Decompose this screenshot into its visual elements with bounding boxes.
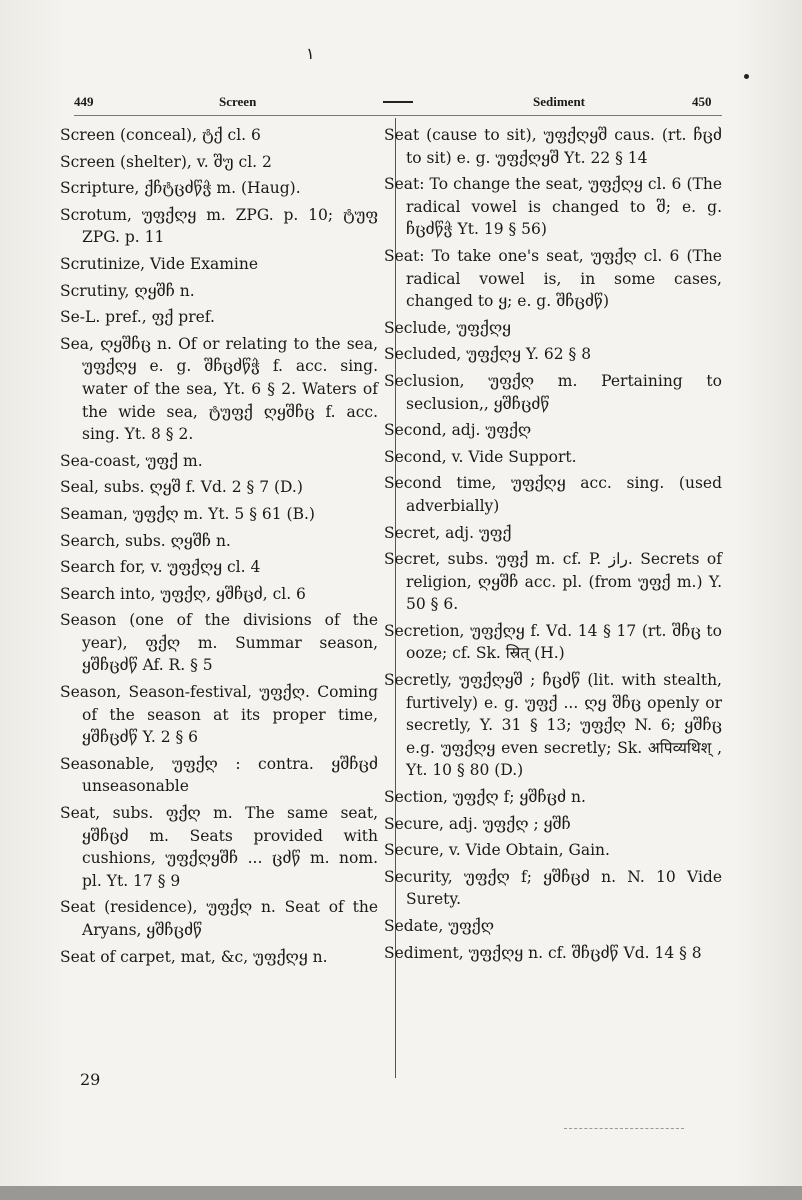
entry: Seal, subs. ღყშ f. Vd. 2 § 7 (D.) <box>60 478 303 497</box>
entry: Secure, v. Vide Obtain, Gain. <box>384 841 610 860</box>
entry: Secret, adj. უფქ <box>384 523 512 542</box>
entry: Seasonable, უფქღ : contra. ყშჩცძ unseasonable <box>60 754 378 796</box>
entry: Secretly, უფქღყშ ; ჩცძწ (lit. with stealth, furtively) e. g. უფქ ... ღყ შჩც openly or secretly, Y. 31 § 13; უფქღ N. 6; ყშჩც e.g. უფქღყ even secretly; Sk. अपिव्यथिश् , Yt. 10 § 80 (D.) <box>384 671 722 780</box>
left-page-number: 449 <box>74 94 94 109</box>
entry: Season (one of the divisions of the year), ფქღ m. Summar season, ყშჩცძწ Af. R. § 5 <box>60 611 378 675</box>
entry: Seat (residence), უფქღ n. Seat of the Aryans, ყშჩცძწ <box>60 898 378 939</box>
entry: Scrutiny, ღყშჩ n. <box>60 281 195 300</box>
entry: Secretion, უფქღყ f. Vd. 14 § 17 (rt. შჩც to ooze; cf. Sk. स्रित् (H.) <box>384 621 722 663</box>
entry: Seat: To change the seat, უფქღყ cl. 6 (The radical vowel is changed to შ; e. g. ჩცძწჭ Yt. 19 § 56) <box>384 175 722 239</box>
entry: Second, adj. უფქღ <box>384 421 532 440</box>
header-rule <box>74 115 722 116</box>
entry: Second time, უფქღყ acc. sing. (used adverbially) <box>384 474 722 515</box>
entry: Secure, adj. უფქღ ; ყშჩ <box>384 814 571 833</box>
entry: Secret, subs. უფქ m. cf. P. راز. Secrets of religion, ღყშჩ acc. pl. (from უფქ m.) Y. 50 § 6. <box>384 550 722 614</box>
entry: Seat, subs. ფქღ m. The same seat, ყშჩცძ m. Seats provided with cushions, უფქღყშჩ ... ცძწ m. nom. pl. Yt. 17 § 9 <box>60 804 378 890</box>
entry: Seclude, უფქღყ <box>384 318 511 337</box>
entry: Second, v. Vide Support. <box>384 447 577 466</box>
entry: Seclusion, უფქღ m. Pertaining to seclusion,, ყშჩცძწ <box>384 371 722 413</box>
entry: Section, უფქღ f; ყშჩცძ n. <box>384 788 586 807</box>
entry: Sea-coast, უფქ m. <box>60 451 203 470</box>
entry: Search, subs. ღყშჩ n. <box>60 531 231 550</box>
scan-edge <box>0 1186 802 1200</box>
ink-dot <box>744 74 749 79</box>
entry: Sedate, უფქღ <box>384 917 495 935</box>
entry: Secluded, უფქღყ Y. 62 § 8 <box>384 345 592 364</box>
entry: Season, Season-festival, უფქღ. Coming of the season at its proper time, ყშჩცძწ Y. 2 § 6 <box>60 683 378 747</box>
entry: Sediment, უფქღყ n. cf. შჩცძწ Vd. 14 § 8 <box>384 943 702 962</box>
entry: Seat: To take one's seat, უფქღ cl. 6 (The radical vowel is, in some cases, changed to ყ; e. g. შჩცძწ) <box>384 246 722 311</box>
entry: Scripture, ქჩტცძწჭ m. (Haug). <box>60 179 301 198</box>
top-mark: ١ <box>306 44 315 63</box>
entry: Screen (shelter), v. შუ cl. 2 <box>60 152 272 171</box>
entry: Search into, უფქღ, ყშჩცძ, cl. 6 <box>60 584 306 603</box>
left-column <box>60 124 378 972</box>
entry: Scrutinize, Vide Examine <box>60 254 259 273</box>
right-column <box>384 124 722 968</box>
right-page-number: 450 <box>692 94 712 109</box>
entry: Seat of carpet, mat, &c, უფქღყ n. <box>60 947 328 966</box>
pencil-mark <box>564 1128 684 1130</box>
signature-number: 29 <box>80 1070 101 1089</box>
entry: Screen (conceal), ტქ cl. 6 <box>60 126 261 144</box>
entry: Seaman, უფქღ m. Yt. 5 § 61 (B.) <box>60 504 315 523</box>
header-dash <box>383 101 413 103</box>
entry: Security, უფქღ f; ყშჩცძ n. N. 10 Vide Surety. <box>384 867 722 909</box>
left-running-head: Screen <box>219 94 257 109</box>
entry: Se-L. pref., ფქ pref. <box>60 308 215 327</box>
entry: Seat (cause to sit), უფქღყშ caus. (rt. ჩცძ to sit) e. g. უფქღყშ Yt. 22 § 14 <box>384 126 722 167</box>
entry: Sea, ღყშჩც n. Of or relating to the sea, უფქღყ e. g. შჩცძწჭ f. acc. sing. water of the sea, Yt. 6 § 2. Waters of the wide sea, ტუფქ ღყშჩც f. acc. sing. Yt. 8 § 2. <box>60 334 378 444</box>
entry: Search for, v. უფქღყ cl. 4 <box>60 558 261 577</box>
right-running-head: Sediment <box>533 94 585 109</box>
entry: Scrotum, უფქღყ m. ZPG. p. 10; ტუფ ZPG. p. 11 <box>60 205 378 247</box>
